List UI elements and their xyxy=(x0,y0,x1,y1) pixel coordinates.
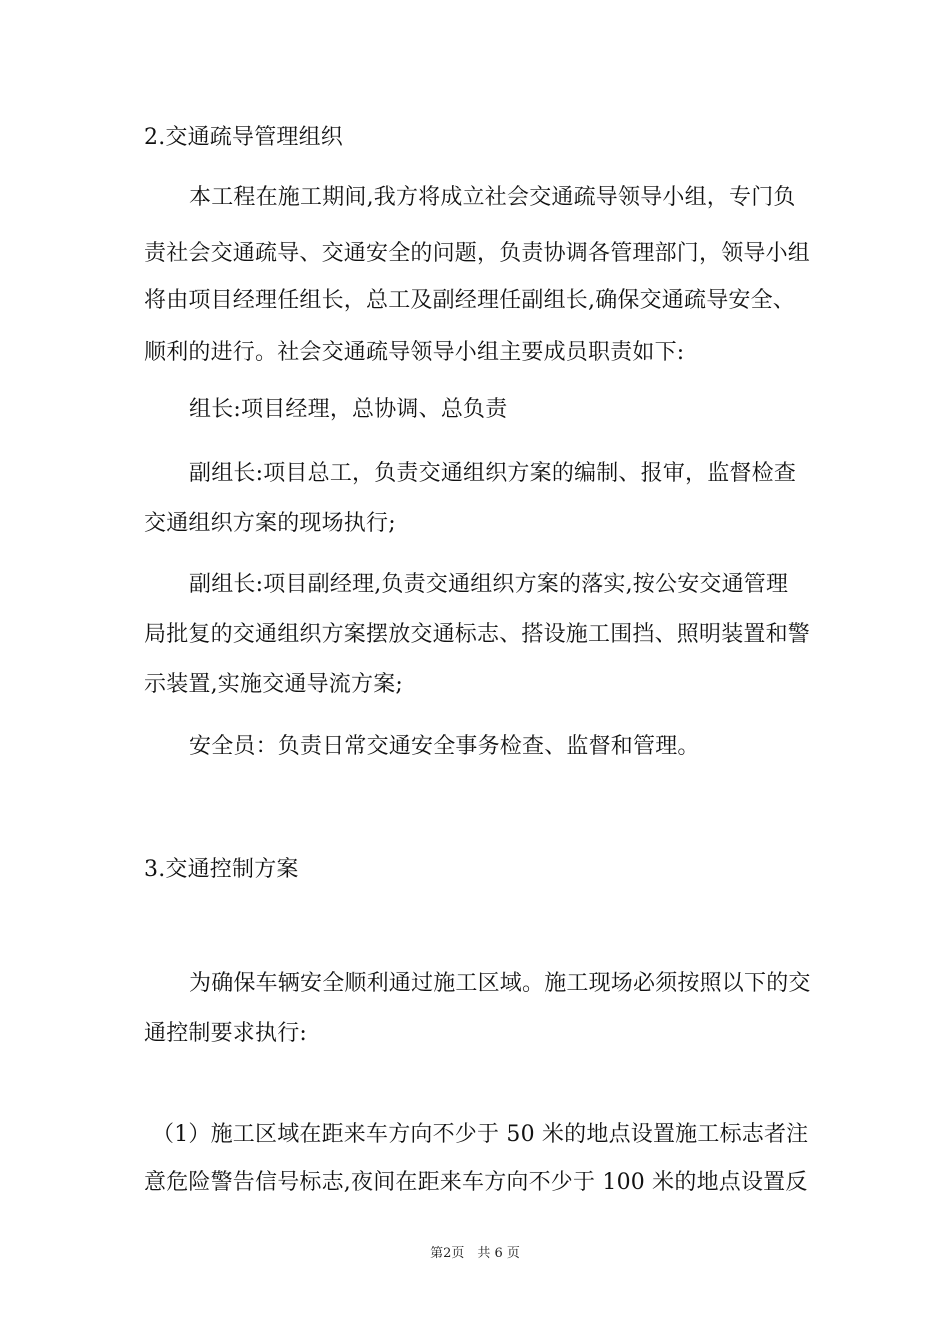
intro-line: 通控制要求执行: xyxy=(144,1021,308,1046)
deputy-leader-1-line: 副组长:项目总工，负责交通组织方案的编制、报审，监督检查 xyxy=(189,461,797,486)
paragraph-line: 顺利的进行。社会交通疏导领导小组主要成员职责如下: xyxy=(144,340,685,365)
safety-officer-duty: 安全员：负责日常交通安全事务检查、监督和管理。 xyxy=(189,734,700,759)
item-1-line: 意危险警告信号标志,夜间在距来车方向不少于 100 米的地点设置反 xyxy=(144,1170,808,1195)
paragraph-line: 责社会交通疏导、交通安全的问题，负责协调各管理部门，领导小组 xyxy=(144,241,811,266)
paragraph-line: 本工程在施工期间,我方将成立社会交通疏导领导小组，专门负 xyxy=(189,185,796,210)
paragraph-line: 将由项目经理任组长，总工及副经理任副组长,确保交通疏导安全、 xyxy=(144,288,795,313)
deputy-leader-1-line: 交通组织方案的现场执行; xyxy=(144,511,396,536)
section-3-heading: 3.交通控制方案 xyxy=(144,857,299,882)
section-2-heading: 2.交通疏导管理组织 xyxy=(144,125,343,150)
deputy-leader-2-line: 示装置,实施交通导流方案; xyxy=(144,672,404,697)
leader-duty: 组长:项目经理，总协调、总负责 xyxy=(189,397,508,422)
item-1-line: （1）施工区域在距来车方向不少于 50 米的地点设置施工标志者注 xyxy=(152,1122,809,1147)
intro-line: 为确保车辆安全顺利通过施工区域。施工现场必须按照以下的交 xyxy=(189,971,811,996)
page-footer: 第2页 共 6 页 xyxy=(430,1246,520,1261)
deputy-leader-2-line: 副组长:项目副经理,负责交通组织方案的落实,按公安交通管理 xyxy=(189,572,789,597)
deputy-leader-2-line: 局批复的交通组织方案摆放交通标志、搭设施工围挡、照明装置和警 xyxy=(144,622,811,647)
